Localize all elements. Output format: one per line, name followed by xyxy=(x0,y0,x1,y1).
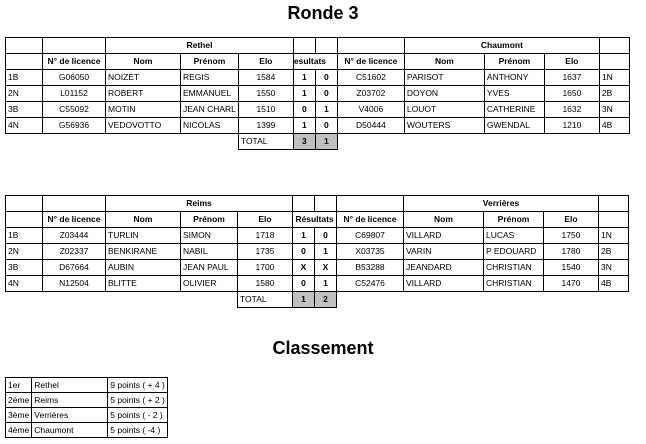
empty-cell xyxy=(6,212,43,228)
board-right: 4B xyxy=(599,118,629,134)
licence-left: Z03444 xyxy=(43,228,106,244)
table-row xyxy=(6,244,629,260)
prenom-right: GWENDAL xyxy=(484,118,544,134)
nom-left: AUBIN xyxy=(106,260,181,276)
result-left: 1 xyxy=(293,70,315,86)
table-row xyxy=(6,70,630,86)
board-right: 2B xyxy=(599,244,629,260)
total-right: 2 xyxy=(315,292,337,308)
elo-left: 1584 xyxy=(238,70,293,86)
board-left: 3B xyxy=(6,260,43,276)
nom-right: VILLARD xyxy=(404,276,484,292)
header-nom: Nom xyxy=(404,54,484,70)
licence-right: V4006 xyxy=(337,102,404,118)
licence-right: C51602 xyxy=(337,70,404,86)
nom-right: JEANDARD xyxy=(404,260,484,276)
licence-right: C52476 xyxy=(337,276,404,292)
empty-cell xyxy=(293,38,315,54)
result-right: X xyxy=(315,260,337,276)
elo-right: 1470 xyxy=(544,276,599,292)
total-label: TOTAL xyxy=(238,134,293,150)
result-right: 1 xyxy=(315,244,337,260)
nom-right: VARIN xyxy=(404,244,484,260)
result-left: 0 xyxy=(293,244,315,260)
prenom-right: CHRISTIAN xyxy=(484,260,544,276)
licence-right: C69807 xyxy=(337,228,404,244)
licence-left: Z02337 xyxy=(43,244,106,260)
licence-right: D50444 xyxy=(337,118,404,134)
empty-cell xyxy=(6,196,43,212)
table-row xyxy=(6,102,630,118)
total-label: TOTAL xyxy=(238,292,293,308)
elo-right: 1780 xyxy=(544,244,599,260)
empty-cell xyxy=(6,54,43,70)
licence-left: G06050 xyxy=(43,70,106,86)
result-right: 1 xyxy=(315,276,337,292)
licence-right: B53288 xyxy=(337,260,404,276)
ranking-row xyxy=(6,378,168,393)
ranking-title: Classement xyxy=(272,338,374,358)
header-elo: Elo xyxy=(544,212,599,228)
team-right-name: Chaumont xyxy=(404,38,599,54)
licence-left: L01152 xyxy=(43,86,106,102)
ranking-team: Reims xyxy=(32,393,108,408)
header-elo: Elo xyxy=(238,54,293,70)
elo-left: 1735 xyxy=(238,244,293,260)
prenom-right: YVES xyxy=(484,86,544,102)
nom-right: LOUOT xyxy=(404,102,484,118)
header-licence: N° de licence xyxy=(337,54,404,70)
header-resultats: esultats xyxy=(293,54,337,70)
board-left: 4N xyxy=(6,276,43,292)
ranking-row xyxy=(6,393,168,408)
header-elo: Elo xyxy=(544,54,599,70)
nom-left: BLITTE xyxy=(106,276,181,292)
header-nom: Nom xyxy=(106,54,181,70)
result-left: 1 xyxy=(293,228,315,244)
ranking-points: 5 points ( + 2 ) xyxy=(108,393,168,408)
table-row xyxy=(6,276,629,292)
board-left: 1B xyxy=(6,70,43,86)
header-nom: Nom xyxy=(404,212,484,228)
ranking-position: 4ème xyxy=(6,423,32,438)
board-right: 1N xyxy=(599,228,629,244)
empty-cell xyxy=(337,196,404,212)
result-left: 1 xyxy=(293,118,315,134)
nom-right: PARISOT xyxy=(404,70,484,86)
board-right: 3N xyxy=(599,260,629,276)
board-right: 4B xyxy=(599,276,629,292)
nom-right: VILLARD xyxy=(404,228,484,244)
licence-left: G56936 xyxy=(43,118,106,134)
total-right: 1 xyxy=(315,134,337,150)
elo-right: 1210 xyxy=(544,118,599,134)
nom-right: WOUTERS xyxy=(404,118,484,134)
elo-left: 1700 xyxy=(238,260,293,276)
table-row xyxy=(6,118,630,134)
table-row xyxy=(6,228,629,244)
header-elo: Elo xyxy=(238,212,293,228)
header-prenom: Prénom xyxy=(484,54,544,70)
prenom-right: CHRISTIAN xyxy=(484,276,544,292)
licence-right: X03735 xyxy=(337,244,404,260)
elo-right: 1540 xyxy=(544,260,599,276)
header-licence: N° de licence xyxy=(337,212,404,228)
prenom-right: CATHERINE xyxy=(484,102,544,118)
total-left: 1 xyxy=(293,292,315,308)
board-right: 1N xyxy=(599,70,629,86)
empty-cell xyxy=(43,38,106,54)
result-left: 0 xyxy=(293,102,315,118)
board-left: 2N xyxy=(6,244,43,260)
nom-left: BENKIRANE xyxy=(106,244,181,260)
ranking-team: Chaumont xyxy=(32,423,108,438)
elo-right: 1650 xyxy=(544,86,599,102)
elo-left: 1580 xyxy=(238,276,293,292)
ranking-position: 2ème xyxy=(6,393,32,408)
board-left: 3B xyxy=(6,102,43,118)
nom-left: NOIZET xyxy=(106,70,181,86)
result-left: 1 xyxy=(293,86,315,102)
licence-left: C55092 xyxy=(43,102,106,118)
nom-right: DOYON xyxy=(404,86,484,102)
nom-left: ROBERT xyxy=(106,86,181,102)
page-title: Ronde 3 xyxy=(287,3,359,23)
ranking-table xyxy=(5,377,168,438)
board-right: 2B xyxy=(599,86,629,102)
elo-right: 1750 xyxy=(544,228,599,244)
header-licence: N° de licence xyxy=(43,54,106,70)
prenom-right: LUCAS xyxy=(484,228,544,244)
result-left: X xyxy=(293,260,315,276)
elo-left: 1550 xyxy=(238,86,293,102)
licence-left: N12504 xyxy=(43,276,106,292)
board-left: 1B xyxy=(6,228,43,244)
ranking-row xyxy=(6,423,168,438)
result-right: 0 xyxy=(315,228,337,244)
elo-left: 1718 xyxy=(238,228,293,244)
empty-cell xyxy=(337,38,404,54)
prenom-left: NABIL xyxy=(181,244,238,260)
result-right: 0 xyxy=(315,118,337,134)
header-nom: Nom xyxy=(106,212,181,228)
nom-left: MOTIN xyxy=(106,102,181,118)
prenom-left: SIMON xyxy=(181,228,238,244)
empty-cell xyxy=(315,196,337,212)
empty-cell xyxy=(599,38,629,54)
prenom-left: NICOLAS xyxy=(181,118,239,134)
header-licence: N° de licence xyxy=(43,212,106,228)
header-prenom: Prénom xyxy=(484,212,544,228)
prenom-left: EMMANUEL xyxy=(181,86,239,102)
nom-left: VEDOVOTTO xyxy=(106,118,181,134)
elo-left: 1399 xyxy=(238,118,293,134)
prenom-right: ANTHONY xyxy=(484,70,544,86)
match-table-reims-verrieres xyxy=(5,195,629,308)
result-right: 0 xyxy=(315,70,337,86)
prenom-left: JEAN CHARL xyxy=(181,102,239,118)
result-right: 1 xyxy=(315,102,337,118)
empty-cell xyxy=(599,54,629,70)
ranking-points: 5 points ( - 2 ) xyxy=(108,408,168,423)
header-prenom: Prénom xyxy=(181,212,238,228)
nom-left: TURLIN xyxy=(106,228,181,244)
board-left: 4N xyxy=(6,118,43,134)
prenom-left: OLIVIER xyxy=(181,276,238,292)
elo-right: 1637 xyxy=(544,70,599,86)
board-right: 3N xyxy=(599,102,629,118)
licence-left: D67664 xyxy=(43,260,106,276)
empty-cell xyxy=(599,212,629,228)
header-prenom: Prénom xyxy=(181,54,239,70)
prenom-left: REGIS xyxy=(181,70,239,86)
prenom-left: JEAN PAUL xyxy=(181,260,238,276)
empty-cell xyxy=(293,196,315,212)
total-left: 3 xyxy=(293,134,315,150)
elo-left: 1510 xyxy=(238,102,293,118)
ranking-points: 5 points ( -4 ) xyxy=(108,423,168,438)
ranking-team: Verrières xyxy=(32,408,108,423)
ranking-position: 3ème xyxy=(6,408,32,423)
ranking-row xyxy=(6,408,168,423)
ranking-points: 9 points ( + 4 ) xyxy=(108,378,168,393)
prenom-right: P EDOUARD xyxy=(484,244,544,260)
result-left: 0 xyxy=(293,276,315,292)
elo-right: 1632 xyxy=(544,102,599,118)
licence-right: Z03702 xyxy=(337,86,404,102)
match-table-rethel-chaumont xyxy=(5,37,630,150)
table-row xyxy=(6,86,630,102)
ranking-team: Rethel xyxy=(32,378,108,393)
team-right-name: Verrières xyxy=(404,196,599,212)
empty-cell xyxy=(599,196,629,212)
team-left-name: Reims xyxy=(106,196,293,212)
board-left: 2N xyxy=(6,86,43,102)
table-row xyxy=(6,260,629,276)
empty-cell xyxy=(6,38,43,54)
header-resultats: Résultats xyxy=(293,212,337,228)
ranking-position: 1er xyxy=(6,378,32,393)
result-right: 0 xyxy=(315,86,337,102)
empty-cell xyxy=(315,38,337,54)
empty-cell xyxy=(43,196,106,212)
team-left-name: Rethel xyxy=(106,38,294,54)
